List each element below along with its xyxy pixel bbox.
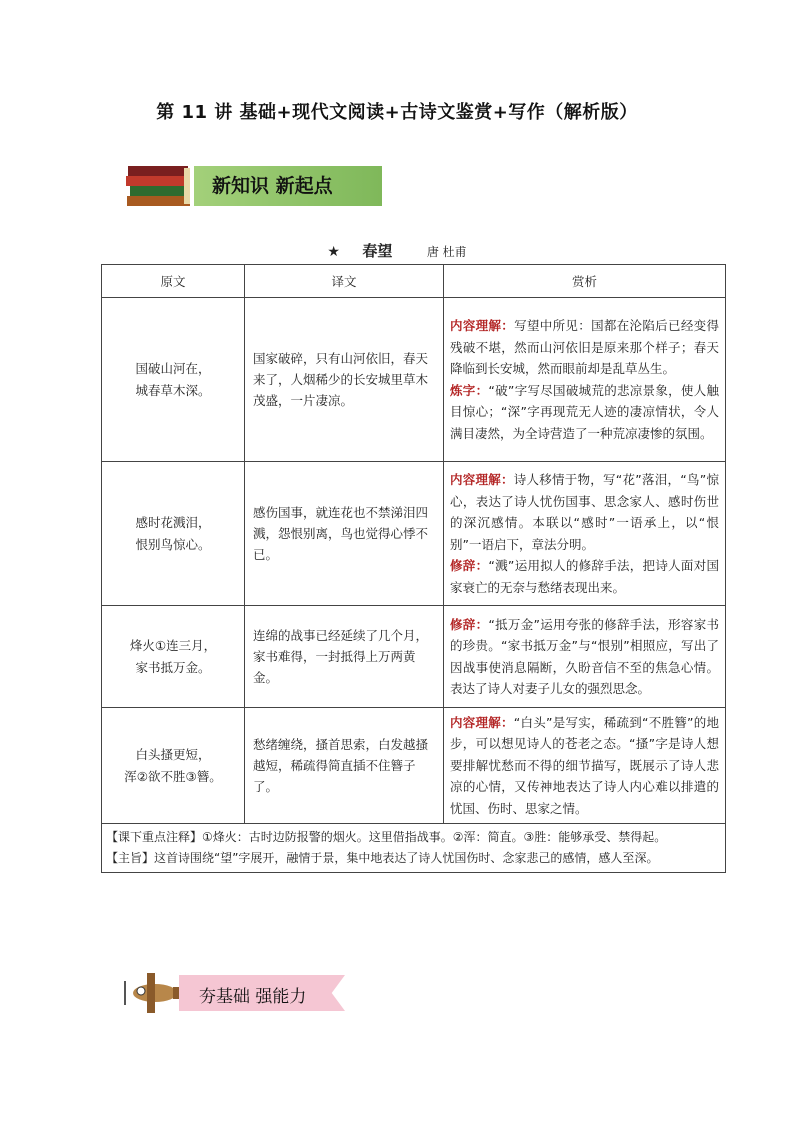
books-icon [124, 162, 194, 208]
original-cell: 烽火①连三月， 家书抵万金。 [102, 606, 245, 708]
appreciation-cell: 内容理解：“白头”是写实，稀疏到“不胜簪”的地步，可以想见诗人的苍老之态。“搔”字是诗人想要排解忧愁而不得的细节描写，既展示了诗人悲凉的心情，又传神地表达了诗人内心难以排遣的忧国、伤时、思家之情。 [444, 708, 726, 824]
header-appreciation: 赏析 [444, 265, 726, 298]
translation-cell: 连绵的战事已经延续了几个月，家书难得，一封抵得上万两黄金。 [245, 606, 444, 708]
page-title: 第 11 讲 基础+现代文阅读+古诗文鉴赏+写作（解析版） [156, 102, 638, 123]
notes-row [102, 824, 726, 873]
translation-cell: 感伤国事，就连花也不禁涕泪四溅，怨恨别离，鸟也觉得心悸不已。 [245, 462, 444, 606]
poem-author: 唐 杜甫 [426, 245, 467, 259]
star-icon: ★ [327, 244, 340, 260]
table-row [102, 708, 726, 824]
original-cell: 白头搔更短， 浑②欲不胜③簪。 [102, 708, 245, 824]
theme-summary: 【主旨】这首诗围绕“望”字展开，融情于景，集中地表达了诗人忧国伤时、念家悲己的感情，感人至深。 [106, 851, 659, 865]
appreciation-cell: 内容理解：写望中所见：国都在沦陷后已经变得残破不堪，然而山河依旧是原来那个样子；春天降临到长安城，然而眼前却是乱草丛生。 炼字：“破”字写尽国破城荒的悲凉景象，使人触目惊心；“深”字再现荒无人迹的凄凉情状，令人满目凄然，为全诗营造了一种荒凉凄惨的氛围。 [444, 298, 726, 462]
original-cell: 感时花溅泪， 恨别鸟惊心。 [102, 462, 245, 606]
poem-analysis-table [101, 264, 726, 873]
appreciation-cell: 修辞：“抵万金”运用夸张的修辞手法，形容家书的珍贵。“家书抵万金”与“恨别”相照应，写出了因战事使消息隔断，久盼音信不至的焦急心情。表达了诗人对妻子儿女的强烈思念。 [444, 606, 726, 708]
poem-title: 春望 [362, 242, 393, 260]
table-header-row [102, 265, 726, 298]
appreciation-cell: 内容理解：诗人移情于物，写“花”落泪，“鸟”惊心，表达了诗人忧伤国事、思念家人、感时伤世的深沉感情。本联以“感时”一语承上，以“恨别”一语启下，章法分明。 修辞：“溅”运用拟人的修辞手法，把诗人面对国家衰亡的无奈与愁绪表现出来。 [444, 462, 726, 606]
section-banner-strengthen [121, 967, 353, 1019]
table-row [102, 462, 726, 606]
notes-cell [102, 824, 726, 873]
banner-bottom-text: 夯基础 强能力 [199, 987, 307, 1007]
table-row [102, 606, 726, 708]
translation-cell: 国家破碎，只有山河依旧，春天来了，人烟稀少的长安城里草木茂盛，一片凄凉。 [245, 298, 444, 462]
translation-cell: 愁绪缠绕，搔首思索，白发越搔越短，稀疏得简直插不住簪子了。 [245, 708, 444, 824]
section-banner-new-knowledge [124, 162, 382, 208]
header-original: 原文 [102, 265, 245, 298]
banner-top-text: 新知识 新起点 [212, 175, 333, 197]
header-translation: 译文 [245, 265, 444, 298]
original-cell: 国破山河在， 城春草木深。 [102, 298, 245, 462]
poem-heading [0, 240, 794, 261]
table-row [102, 298, 726, 462]
key-notes: 【课下重点注释】①烽火：古时边防报警的烟火。这里借指战事。②浑：简直。③胜：能够承受、禁得起。 [106, 830, 667, 844]
